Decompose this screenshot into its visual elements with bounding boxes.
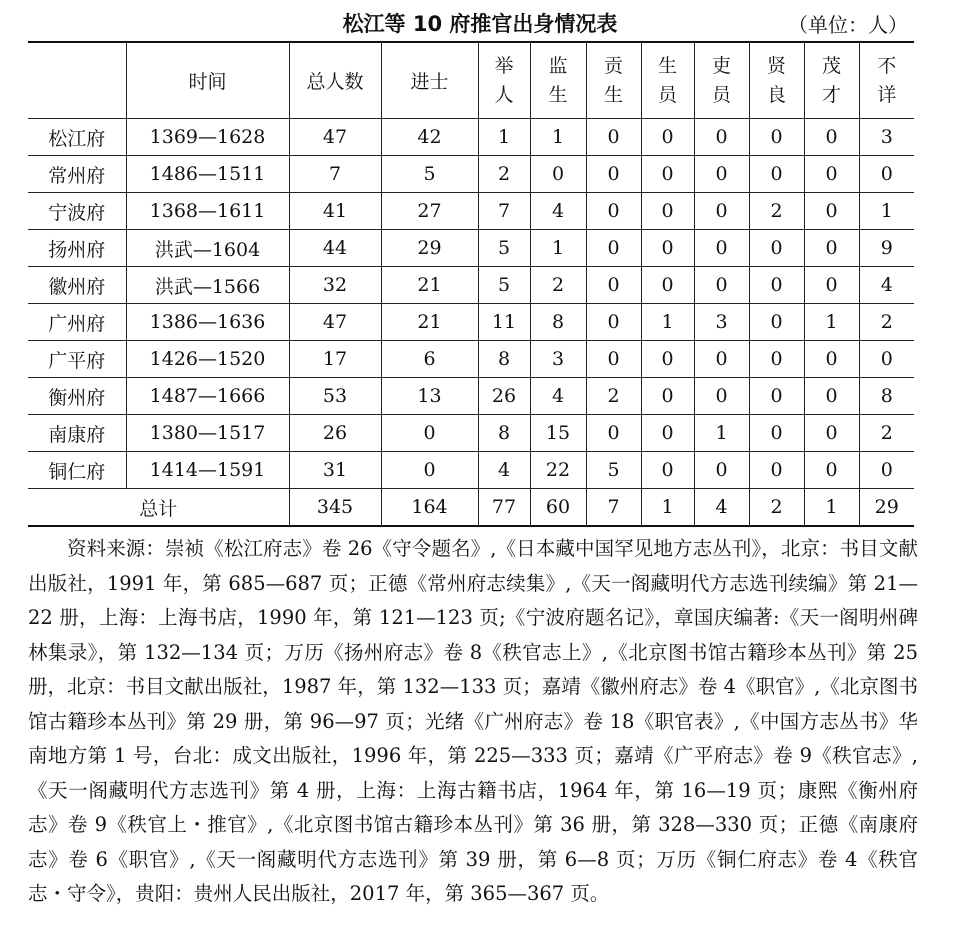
count-cell: 0 xyxy=(586,341,641,378)
source-note: 资料来源：崇祯《松江府志》卷 26《守令题名》,《日本藏中国罕见地方志丛刊》，北京：书目文献出版社，1991 年，第 685—687 页；正德《常州府志续集》,《天一阁藏明代方志选刊续编》第 21—22 册，上海：上海书店，1990 年，第 121—123 页;《宁波府题名记》，章国庆编著:《天一阁明州碑林集录》，第 132—134 页；万历《扬州府志》卷 8《秩官志上》,《北京图书馆古籍珍本丛刊》第 25 册，北京：书目文献出版社，1987 年，第 132—133 页；嘉靖《徽州府志》卷 4《职官》,《北京图书馆古籍珍本丛刊》第 29 册，第 96—97 页；光绪《广州府志》卷 18《职官表》,《中国方志丛书》华南地方第 1 号，台北：成文出版社，1996 年，第 225—333 页；嘉靖《广平府志》卷 9《秩官志》,《天一阁藏明代方志选刊》第 4 册，上海：上海古籍书店，1964 年，第 16—19 页；康熙《衡州府志》卷 9《秩官上・推官》,《北京图书馆古籍珍本丛刊》第 36 册，第 328—330 页；正德《南康府志》卷 6《职官》,《天一阁藏明代方志选刊》第 39 册，第 6—8 页；万历《铜仁府志》卷 4《秩官志・守令》，贵阳：贵州人民出版社，2017 年，第 365—367 页。 xyxy=(28,537,918,905)
prefecture-cell: 徽州府 xyxy=(28,267,126,304)
count-cell: 1 xyxy=(530,119,586,156)
header-label: 贡生 xyxy=(603,55,623,106)
count-cell: 7 xyxy=(478,193,530,230)
total-cell: 1 xyxy=(641,489,694,527)
header-cell xyxy=(804,42,859,119)
count-cell: 31 xyxy=(289,452,381,489)
count-cell: 0 xyxy=(641,156,694,193)
count-cell: 0 xyxy=(859,156,914,193)
count-cell: 0 xyxy=(694,378,749,415)
table-row xyxy=(28,415,914,452)
count-cell: 0 xyxy=(804,193,859,230)
count-cell: 47 xyxy=(289,119,381,156)
count-cell: 7 xyxy=(289,156,381,193)
count-cell: 4 xyxy=(859,267,914,304)
count-cell: 0 xyxy=(381,452,478,489)
total-row xyxy=(28,489,914,527)
count-cell: 17 xyxy=(289,341,381,378)
count-cell: 0 xyxy=(749,230,804,267)
count-cell: 53 xyxy=(289,378,381,415)
header-cell xyxy=(749,42,804,119)
total-cell: 1 xyxy=(804,489,859,527)
count-cell: 0 xyxy=(641,230,694,267)
count-cell: 0 xyxy=(749,119,804,156)
count-cell: 0 xyxy=(804,415,859,452)
count-cell: 0 xyxy=(530,156,586,193)
header-label: 茂才 xyxy=(821,55,841,106)
header-row xyxy=(28,42,914,119)
count-cell: 0 xyxy=(641,415,694,452)
header-label: 生员 xyxy=(657,55,677,106)
total-cell: 164 xyxy=(381,489,478,527)
count-cell: 15 xyxy=(530,415,586,452)
count-cell: 0 xyxy=(586,304,641,341)
count-cell: 32 xyxy=(289,267,381,304)
count-cell: 5 xyxy=(478,267,530,304)
count-cell: 0 xyxy=(804,119,859,156)
count-cell: 2 xyxy=(586,378,641,415)
table-row xyxy=(28,304,914,341)
count-cell: 4 xyxy=(530,378,586,415)
period-cell: 1486—1511 xyxy=(126,156,289,193)
count-cell: 26 xyxy=(289,415,381,452)
count-cell: 0 xyxy=(749,378,804,415)
count-cell: 0 xyxy=(586,193,641,230)
count-cell: 0 xyxy=(694,193,749,230)
count-cell: 4 xyxy=(478,452,530,489)
count-cell: 0 xyxy=(749,267,804,304)
table-title: 松江等 10 府推官出身情况表 xyxy=(342,12,618,36)
count-cell: 1 xyxy=(804,304,859,341)
table-body xyxy=(28,119,914,527)
count-cell: 0 xyxy=(804,378,859,415)
count-cell: 41 xyxy=(289,193,381,230)
count-cell: 0 xyxy=(641,378,694,415)
count-cell: 4 xyxy=(530,193,586,230)
count-cell: 22 xyxy=(530,452,586,489)
title-row xyxy=(0,0,960,42)
count-cell: 44 xyxy=(289,230,381,267)
count-cell: 0 xyxy=(694,230,749,267)
period-cell: 洪武—1566 xyxy=(126,267,289,304)
count-cell: 2 xyxy=(749,193,804,230)
period-cell: 1369—1628 xyxy=(126,119,289,156)
prefecture-cell: 常州府 xyxy=(28,156,126,193)
count-cell: 21 xyxy=(381,304,478,341)
header-cell: 进士 xyxy=(381,42,478,119)
period-cell: 1487—1666 xyxy=(126,378,289,415)
header-cell xyxy=(641,42,694,119)
count-cell: 6 xyxy=(381,341,478,378)
count-cell: 0 xyxy=(641,267,694,304)
prefecture-cell: 广州府 xyxy=(28,304,126,341)
prefecture-cell: 南康府 xyxy=(28,415,126,452)
total-cell: 77 xyxy=(478,489,530,527)
table-row xyxy=(28,193,914,230)
header-cell xyxy=(478,42,530,119)
table-row xyxy=(28,119,914,156)
unit-note: （单位：人） xyxy=(788,13,908,37)
count-cell: 0 xyxy=(749,452,804,489)
count-cell: 3 xyxy=(859,119,914,156)
count-cell: 0 xyxy=(586,119,641,156)
period-cell: 1386—1636 xyxy=(126,304,289,341)
table-row xyxy=(28,156,914,193)
count-cell: 8 xyxy=(478,415,530,452)
count-cell: 0 xyxy=(749,304,804,341)
count-cell: 9 xyxy=(859,230,914,267)
count-cell: 1 xyxy=(859,193,914,230)
period-cell: 1414—1591 xyxy=(126,452,289,489)
header-label: 不详 xyxy=(877,55,897,106)
total-cell: 4 xyxy=(694,489,749,527)
table-row xyxy=(28,341,914,378)
count-cell: 21 xyxy=(381,267,478,304)
total-cell: 2 xyxy=(749,489,804,527)
officials-table xyxy=(28,41,914,527)
header-cell xyxy=(586,42,641,119)
count-cell: 5 xyxy=(586,452,641,489)
count-cell: 0 xyxy=(694,341,749,378)
count-cell: 2 xyxy=(859,415,914,452)
count-cell: 0 xyxy=(804,230,859,267)
count-cell: 0 xyxy=(641,119,694,156)
count-cell: 26 xyxy=(478,378,530,415)
count-cell: 1 xyxy=(694,415,749,452)
header-cell xyxy=(694,42,749,119)
prefecture-cell: 宁波府 xyxy=(28,193,126,230)
count-cell: 42 xyxy=(381,119,478,156)
count-cell: 0 xyxy=(859,452,914,489)
count-cell: 0 xyxy=(804,341,859,378)
count-cell: 0 xyxy=(586,230,641,267)
count-cell: 0 xyxy=(804,156,859,193)
count-cell: 0 xyxy=(749,415,804,452)
count-cell: 5 xyxy=(478,230,530,267)
prefecture-cell: 扬州府 xyxy=(28,230,126,267)
header-label: 监生 xyxy=(548,55,568,106)
table-row xyxy=(28,267,914,304)
prefecture-cell: 衡州府 xyxy=(28,378,126,415)
table-row xyxy=(28,378,914,415)
count-cell: 0 xyxy=(804,452,859,489)
table-row xyxy=(28,452,914,489)
total-cell: 29 xyxy=(859,489,914,527)
count-cell: 2 xyxy=(859,304,914,341)
total-label: 总计 xyxy=(28,489,289,527)
count-cell: 27 xyxy=(381,193,478,230)
count-cell: 2 xyxy=(530,267,586,304)
count-cell: 1 xyxy=(530,230,586,267)
count-cell: 2 xyxy=(478,156,530,193)
period-cell: 洪武—1604 xyxy=(126,230,289,267)
count-cell: 0 xyxy=(641,341,694,378)
count-cell: 0 xyxy=(859,341,914,378)
count-cell: 0 xyxy=(381,415,478,452)
count-cell: 5 xyxy=(381,156,478,193)
prefecture-cell: 铜仁府 xyxy=(28,452,126,489)
count-cell: 0 xyxy=(749,156,804,193)
count-cell: 8 xyxy=(530,304,586,341)
count-cell: 0 xyxy=(694,119,749,156)
count-cell: 0 xyxy=(804,267,859,304)
count-cell: 0 xyxy=(694,452,749,489)
header-label: 贤良 xyxy=(766,55,786,106)
count-cell: 0 xyxy=(641,193,694,230)
prefecture-cell: 广平府 xyxy=(28,341,126,378)
period-cell: 1426—1520 xyxy=(126,341,289,378)
total-cell: 60 xyxy=(530,489,586,527)
table-row xyxy=(28,230,914,267)
header-label: 举人 xyxy=(494,55,514,106)
count-cell: 1 xyxy=(641,304,694,341)
count-cell: 11 xyxy=(478,304,530,341)
count-cell: 0 xyxy=(749,341,804,378)
header-label: 吏员 xyxy=(711,55,731,106)
count-cell: 0 xyxy=(586,267,641,304)
count-cell: 0 xyxy=(586,156,641,193)
count-cell: 3 xyxy=(694,304,749,341)
count-cell: 13 xyxy=(381,378,478,415)
header-cell xyxy=(859,42,914,119)
count-cell: 8 xyxy=(478,341,530,378)
total-cell: 345 xyxy=(289,489,381,527)
count-cell: 3 xyxy=(530,341,586,378)
count-cell: 29 xyxy=(381,230,478,267)
header-cell xyxy=(530,42,586,119)
prefecture-cell: 松江府 xyxy=(28,119,126,156)
period-cell: 1380—1517 xyxy=(126,415,289,452)
count-cell: 0 xyxy=(586,415,641,452)
period-cell: 1368—1611 xyxy=(126,193,289,230)
total-cell: 7 xyxy=(586,489,641,527)
count-cell: 1 xyxy=(478,119,530,156)
count-cell: 8 xyxy=(859,378,914,415)
count-cell: 47 xyxy=(289,304,381,341)
header-cell xyxy=(28,42,126,119)
count-cell: 0 xyxy=(694,156,749,193)
header-cell: 总人数 xyxy=(289,42,381,119)
header-cell: 时间 xyxy=(126,42,289,119)
count-cell: 0 xyxy=(694,267,749,304)
count-cell: 0 xyxy=(641,452,694,489)
